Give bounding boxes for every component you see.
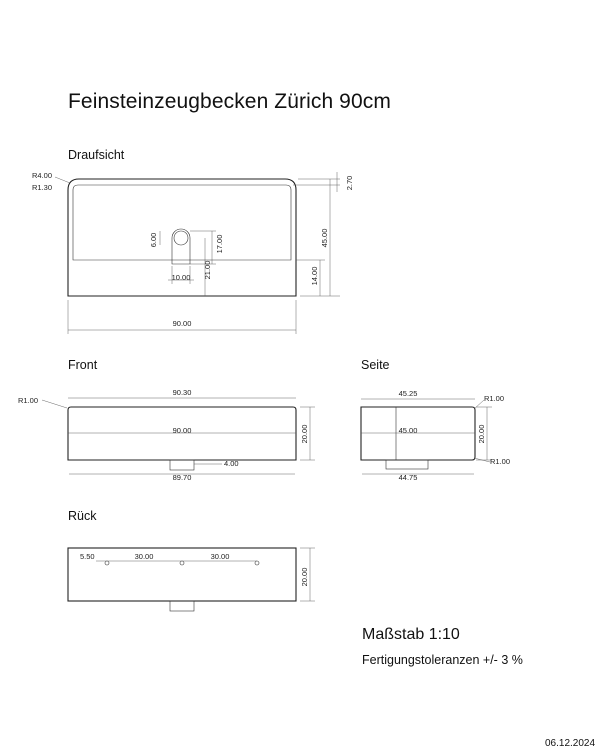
back-drain xyxy=(170,601,194,611)
dim-depth: 45.00 xyxy=(320,228,329,248)
dim-drain-offset: 21.00 xyxy=(203,260,212,280)
dim-inner-radius: R1.30 xyxy=(32,183,53,192)
drain-hole xyxy=(174,231,188,245)
dim-side-mid-width: 45.00 xyxy=(398,426,418,435)
scale-label: Maßstab 1:10 xyxy=(362,626,460,643)
back-outline xyxy=(68,548,296,601)
front-drain xyxy=(170,460,194,470)
dim-front-height: 20.00 xyxy=(300,424,309,444)
drain-cutout xyxy=(172,229,190,264)
dim-back-spacing-1: 30.00 xyxy=(134,552,154,561)
dim-back-spacing-2: 30.00 xyxy=(210,552,230,561)
side-outline xyxy=(361,407,475,460)
dim-side-radius-bottom: R1.00 xyxy=(490,457,511,466)
dim-side-radius-top: R1.00 xyxy=(484,394,505,403)
drawing-title: Feinsteinzeugbecken Zürich 90cm xyxy=(68,90,391,113)
dim-hole-offset: 17.00 xyxy=(215,234,224,254)
dim-front-offset: 14.00 xyxy=(310,266,319,286)
section-title-top-view: Draufsicht xyxy=(68,148,125,162)
mount-hole-3 xyxy=(255,561,259,565)
mount-hole-1 xyxy=(105,561,109,565)
basin-inner-outline xyxy=(73,185,291,260)
side-view xyxy=(361,389,510,482)
mount-hole-2 xyxy=(180,561,184,565)
dim-width: 90.00 xyxy=(172,319,192,328)
dim-hole-diameter: 6.00 xyxy=(149,232,158,248)
dim-front-mid-width: 90.00 xyxy=(172,426,192,435)
dim-back-offset: 5.50 xyxy=(80,552,95,561)
dim-drain-width: 10.00 xyxy=(171,273,191,282)
side-drain xyxy=(386,460,428,469)
dim-front-radius: R1.00 xyxy=(18,396,39,405)
dim-front-bottom-width: 89.70 xyxy=(172,473,192,482)
top-view xyxy=(32,171,354,334)
dim-outer-radius: R4.00 xyxy=(32,171,53,180)
back-view xyxy=(68,548,315,611)
dim-front-drain: 4.00 xyxy=(224,459,239,468)
dim-back-height: 20.00 xyxy=(300,567,309,587)
tolerance-note: Fertigungstoleranzen +/- 3 % xyxy=(362,653,523,667)
section-title-back-view: Rück xyxy=(68,509,97,523)
front-view xyxy=(18,388,315,482)
dim-side-bottom-width: 44.75 xyxy=(398,473,418,482)
drawing-date: 06.12.2024 xyxy=(545,738,596,749)
section-title-side-view: Seite xyxy=(361,358,390,372)
dim-rim: 2.70 xyxy=(345,175,354,191)
dim-front-top-width: 90.30 xyxy=(172,388,192,397)
dim-side-top-width: 45.25 xyxy=(398,389,418,398)
dim-side-height: 20.00 xyxy=(477,424,486,444)
section-title-front-view: Front xyxy=(68,358,98,372)
